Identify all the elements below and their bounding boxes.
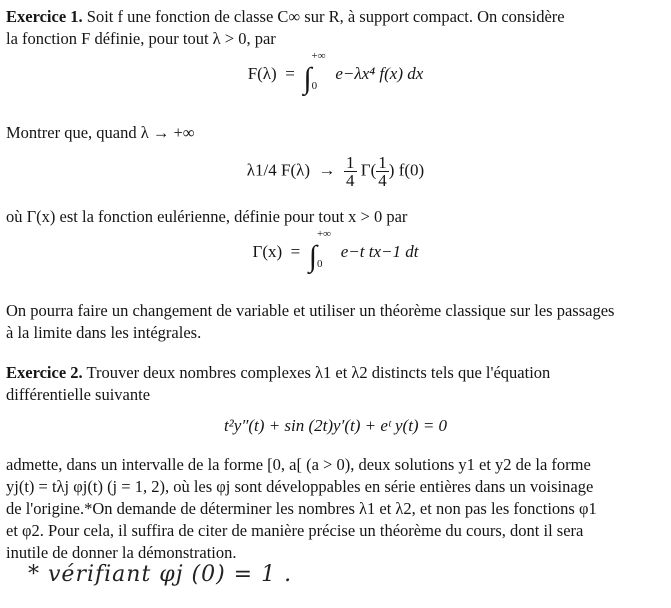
gamma-frac-denominator: 4 (378, 171, 387, 190)
gamma-open: Γ( (360, 160, 377, 180)
differential-equation (0, 416, 671, 436)
eq2-lhs: λ1/4 F(λ) (246, 160, 311, 180)
gamma-definition-line: où Γ(x) est la fonction eulérienne, définie pour tout x > 0 par (6, 207, 408, 226)
eq3-upper-bound: +∞ (316, 228, 332, 240)
exercise2-intro-line1 (6, 362, 666, 384)
fraction-gamma-arg (376, 154, 389, 189)
frac-denominator: 4 (346, 171, 355, 190)
fraction-one-quarter (344, 154, 357, 189)
exercise1-show-line: Montrer que, quand λ → +∞ (6, 123, 195, 142)
eq1-upper-bound: +∞ (311, 50, 326, 62)
diff-eq-text: t²y″(t) + sin (2t)y′(t) + eᵗ y(t) = 0 (223, 416, 448, 435)
eq1-integrand: e−λx⁴ f(x) dx (335, 64, 424, 83)
exercise2-body-line4: et φ2. Pour cela, il suffira de citer de manière précise un théorème du cours, dont il sera (6, 521, 584, 540)
exercise2-body-line3: de l'origine.*On demande de déterminer les nombres λ1 et λ2, et non pas les fonctions φ1 (6, 499, 597, 518)
exercise1-title: Exercice 1. (6, 7, 83, 26)
equation-gamma-function: $\Gamma(x) = \int^{+\infty}_0$ e−t tx−1 dt (252, 228, 419, 273)
eq1-lower-bound: 0 (311, 80, 318, 92)
exercise2-intro-text: Trouver deux nombres complexes λ1 et λ2 distincts tels que l'équation (82, 363, 551, 382)
exercise1-hint-line2: à la limite dans les intégrales. (6, 323, 202, 342)
integral-sign: ∫ (303, 62, 312, 95)
eq1-lhs: F(λ) (247, 64, 277, 83)
frac-numerator: 1 (346, 153, 355, 172)
eq2-tail: ) f(0) (388, 160, 425, 180)
exercise1-hint-line1: On pourra faire un changement de variable et utiliser un théorème classique sur les passages (6, 301, 615, 320)
exercise1-intro-line2: la fonction F définie, pour tout λ > 0, par (6, 29, 276, 48)
integral-sign-2: ∫ (308, 240, 317, 273)
limit-arrow: → (318, 160, 336, 180)
exercise2-body-line1: admette, dans un intervalle de la forme [0, a[ (a > 0), deux solutions y1 et y2 de la forme (6, 455, 591, 474)
exercise2-body-line2: yj(t) = tλj φj(t) (j = 1, 2), où les φj sont développables en série entières dans un voisinage (6, 477, 594, 496)
eq3-integrand: e−t tx−1 dt (340, 242, 419, 261)
exercise2-intro-line2: différentielle suivante (6, 385, 151, 404)
handwritten-note: * vérifiant φj (0) = 1 . (28, 562, 293, 587)
equation-asymptotic-limit (0, 154, 671, 189)
exercise2-title: Exercice 2. (6, 363, 83, 382)
exercise2-body-line5: inutile de donner la démonstration. (6, 543, 237, 562)
gamma-frac-numerator: 1 (378, 153, 387, 172)
exercise1-intro-text: Soit f une fonction de classe C∞ sur R, à support compact. On considère (82, 7, 565, 26)
eq3-lower-bound: 0 (317, 258, 323, 270)
exercise1-intro-line1 (6, 6, 666, 28)
eq3-lhs: Γ(x) (252, 242, 283, 261)
equation-laplace-integral: $F(\lambda) = \int^{+\infty}_0$ e−λx⁴ f(x) dx (247, 50, 424, 95)
